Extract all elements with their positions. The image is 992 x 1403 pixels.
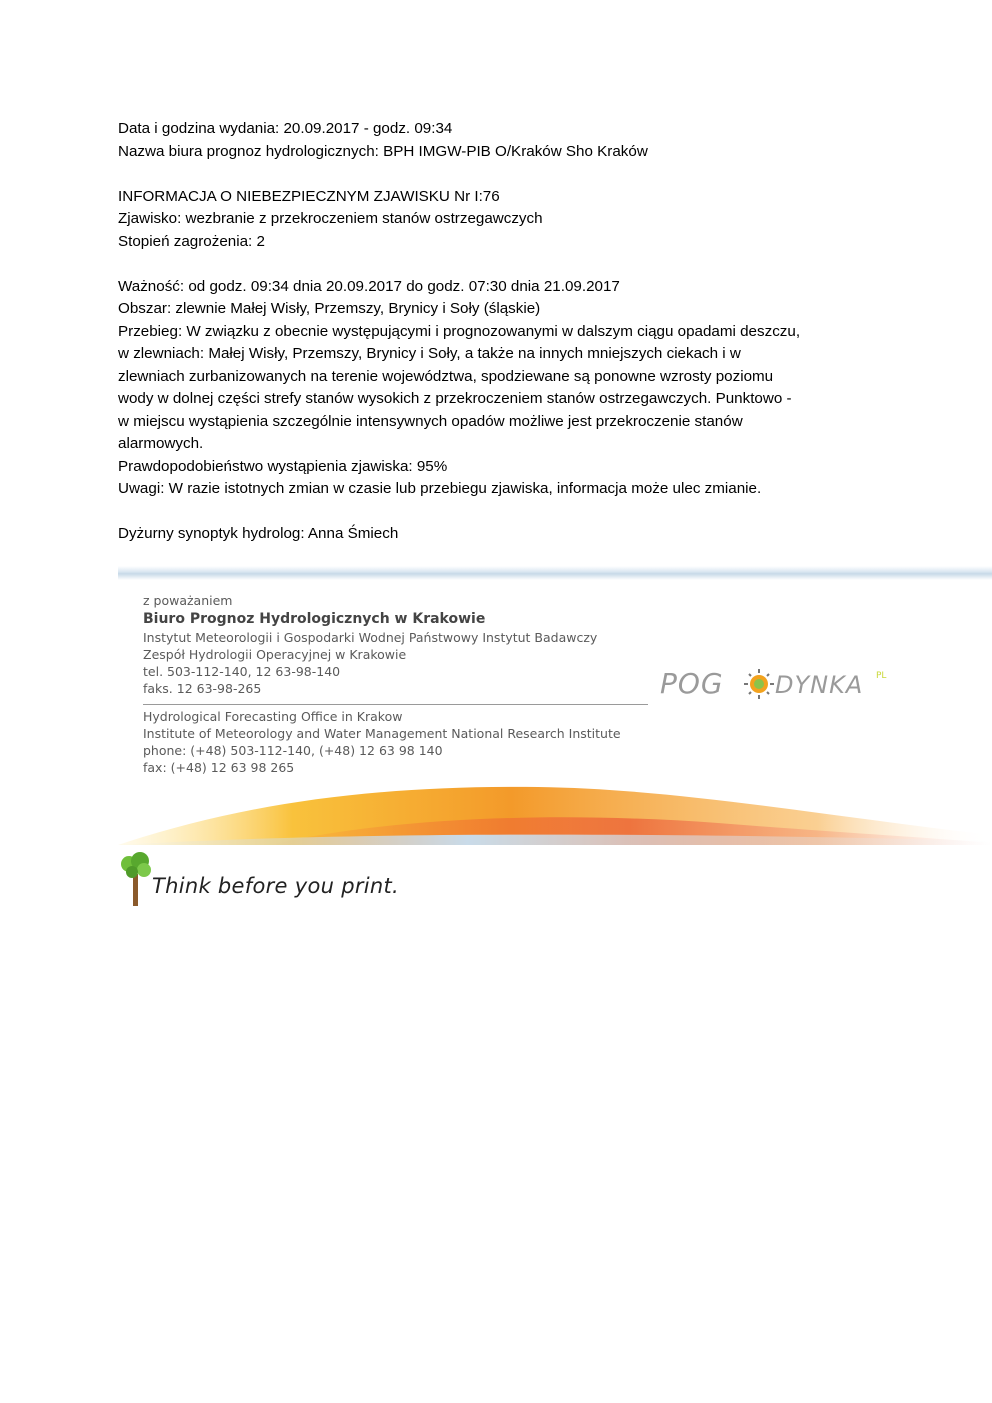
email-signature [118, 560, 992, 845]
office-name-pl: Biuro Prognoz Hydrologicznych w Krakowie [143, 611, 486, 627]
document-body [118, 118, 878, 546]
blank-line [118, 163, 878, 186]
document-line: Uwagi: W razie istotnych zmian w czasie lub przebiegu zjawiska, informacja może ulec zmianie. [118, 480, 762, 497]
signature-top-divider [118, 566, 992, 580]
blank-line [118, 253, 878, 276]
document-line: Zjawisko: wezbranie z przekroczeniem stanów ostrzegawczych [118, 210, 543, 227]
document-line: w miejscu wystąpienia szczególnie intensywnych opadów możliwe jest przekroczenie stanów [118, 412, 743, 430]
document-line: Stopień zagrożenia: 2 [118, 232, 265, 250]
document-line: Dyżurny synoptyk hydrolog: Anna Śmiech [118, 525, 399, 542]
document-line: INFORMACJA O NIEBEZPIECZNYM ZJAWISKU Nr I:76 [118, 187, 500, 205]
logo-text-left: POG [660, 667, 724, 700]
document-line: Obszar: zlewnie Małej Wisły, Przemszy, Brynicy i Soły (śląskie) [118, 300, 541, 317]
logo-suffix: PL [876, 671, 887, 681]
institute-name-en: Institute of Meteorology and Water Management National Research Institute [143, 726, 621, 741]
document-line: Prawdopodobieństwo wystąpienia zjawiska: 95% [118, 457, 448, 475]
greeting: z poważaniem [143, 593, 233, 608]
blank-line [118, 501, 878, 524]
document-line: wody w dolnej części strefy stanów wysokich z przekroczeniem stanów ostrzegawczych. Punktowo - [118, 390, 792, 407]
signature-text [143, 592, 648, 776]
logo-text-right: DYNKA [775, 671, 864, 699]
sun-icon [744, 669, 774, 699]
signature-divider [143, 704, 648, 705]
phone-en: phone: (+48) 503-112-140, (+48) 12 63 98 140 [143, 743, 443, 758]
document-line: Przebieg: W związku z obecnie występującymi i prognozowanymi w dalszym ciągu opadami deszczu, [118, 322, 801, 340]
document-line: alarmowych. [118, 435, 204, 452]
document-line: w zlewniach: Małej Wisły, Przemszy, Brynicy i Soły, a także na innych mniejszych ciekach i w [118, 345, 741, 362]
document-line: Data i godzina wydania: 20.09.2017 - godz. 09:34 [118, 120, 453, 137]
tree-icon [120, 852, 152, 908]
document-line: Ważność: od godz. 09:34 dnia 20.09.2017 do godz. 07:30 dnia 21.09.2017 [118, 277, 620, 295]
institute-name-pl: Instytut Meteorologii i Gospodarki Wodnej Państwowy Instytut Badawczy [143, 630, 598, 645]
fax-en: fax: (+48) 12 63 98 265 [143, 760, 295, 775]
office-name-en: Hydrological Forecasting Office in Krakow [143, 709, 403, 724]
think-before-print [120, 852, 420, 912]
phone-pl: tel. 503-112-140, 12 63-98-140 [143, 664, 341, 679]
pogodynka-logo [658, 665, 908, 705]
fax-pl: faks. 12 63-98-265 [143, 681, 262, 696]
team-name-pl: Zespół Hydrologii Operacyjnej w Krakowie [143, 647, 407, 662]
think-before-print-text: Think before you print. [152, 874, 400, 898]
signature-wave-graphic [118, 765, 992, 845]
document-line: Nazwa biura prognoz hydrologicznych: BPH IMGW-PIB O/Kraków Sho Kraków [118, 142, 648, 160]
document-line: zlewniach zurbanizowanych na terenie województwa, spodziewane są ponowne wzrosty poziomu [118, 367, 774, 385]
